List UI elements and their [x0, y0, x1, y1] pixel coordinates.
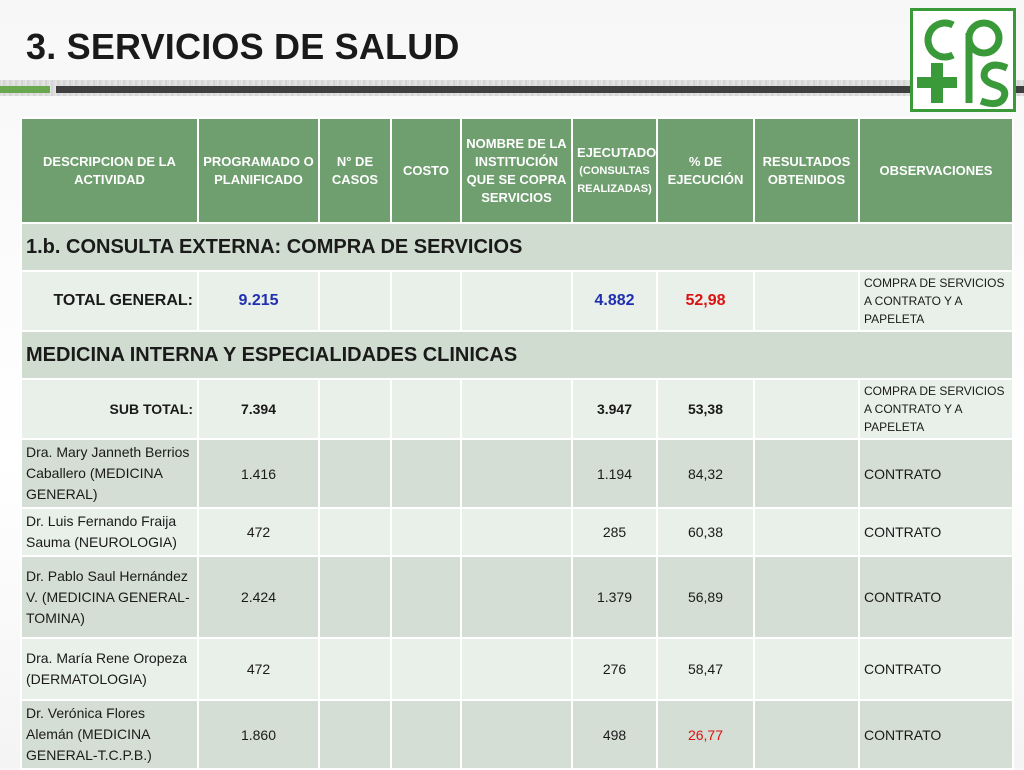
row-resultados — [754, 556, 859, 638]
subtotal-institucion — [461, 379, 572, 439]
row-ejecutado: 498 — [572, 700, 657, 769]
doctor-name: Dr. Verónica Flores Alemán (MEDICINA GENERAL-T.C.P.B.) — [21, 700, 198, 769]
row-institucion — [461, 638, 572, 700]
section-title: MEDICINA INTERNA Y ESPECIALIDADES CLINICAS — [21, 331, 1013, 379]
subtotal-ejecutado: 3.947 — [572, 379, 657, 439]
row-ejecutado: 285 — [572, 508, 657, 556]
row-ejecutado: 1.379 — [572, 556, 657, 638]
doctor-name: Dra. Mary Janneth Berrios Caballero (MEDICINA GENERAL) — [21, 439, 198, 508]
header-institucion: NOMBRE DE LA INSTITUCIÓN QUE SE COPRA SERVICIOS — [461, 118, 572, 223]
row-porcentaje: 60,38 — [657, 508, 754, 556]
row-programado: 472 — [198, 638, 319, 700]
decorative-band-green — [0, 86, 50, 93]
total-label: TOTAL GENERAL: — [21, 271, 198, 331]
table-row — [21, 508, 1013, 556]
row-programado: 1.860 — [198, 700, 319, 769]
row-programado: 1.416 — [198, 439, 319, 508]
row-casos — [319, 700, 391, 769]
row-porcentaje: 84,32 — [657, 439, 754, 508]
row-observaciones: CONTRATO — [859, 508, 1013, 556]
cps-logo — [910, 8, 1016, 112]
total-resultados — [754, 271, 859, 331]
header-ejecutado — [572, 118, 657, 223]
row-costo — [391, 556, 461, 638]
row-institucion — [461, 556, 572, 638]
subtotal-label: SUB TOTAL: — [21, 379, 198, 439]
header-programado: PROGRAMADO O PLANIFICADO — [198, 118, 319, 223]
table-row — [21, 638, 1013, 700]
row-porcentaje: 26,77 — [657, 700, 754, 769]
row-costo — [391, 700, 461, 769]
total-row — [21, 271, 1013, 331]
doctor-name: Dra. María Rene Oropeza (DERMATOLOGIA) — [21, 638, 198, 700]
row-observaciones: CONTRATO — [859, 700, 1013, 769]
row-programado: 2.424 — [198, 556, 319, 638]
row-casos — [319, 508, 391, 556]
row-resultados — [754, 638, 859, 700]
table-header-row — [21, 118, 1013, 223]
row-porcentaje: 56,89 — [657, 556, 754, 638]
row-ejecutado: 276 — [572, 638, 657, 700]
row-ejecutado: 1.194 — [572, 439, 657, 508]
decorative-band-dark — [56, 86, 1024, 93]
header-costo: COSTO — [391, 118, 461, 223]
row-casos — [319, 556, 391, 638]
header-porcentaje: % DE EJECUCIÓN — [657, 118, 754, 223]
total-casos — [319, 271, 391, 331]
row-institucion — [461, 508, 572, 556]
total-costo — [391, 271, 461, 331]
row-casos — [319, 638, 391, 700]
slide-title: 3. SERVICIOS DE SALUD — [26, 26, 460, 67]
services-table — [20, 117, 1014, 770]
section-row-consulta-externa — [21, 223, 1013, 271]
total-institucion — [461, 271, 572, 331]
header-descripcion: DESCRIPCION DE LA ACTIVIDAD — [21, 118, 198, 223]
row-resultados — [754, 700, 859, 769]
table-row — [21, 700, 1013, 769]
section-title: 1.b. CONSULTA EXTERNA: COMPRA DE SERVICIOS — [21, 223, 1013, 271]
total-porcentaje: 52,98 — [657, 271, 754, 331]
subtotal-casos — [319, 379, 391, 439]
header-ejecutado-label: EJECUTADO — [577, 144, 657, 160]
doctor-name: Dr. Luis Fernando Fraija Sauma (NEUROLOGIA) — [21, 508, 198, 556]
row-observaciones: CONTRATO — [859, 439, 1013, 508]
row-observaciones: CONTRATO — [859, 638, 1013, 700]
row-programado: 472 — [198, 508, 319, 556]
row-costo — [391, 638, 461, 700]
header-ejecutado-sub: (CONSULTAS REALIZADAS) — [577, 164, 652, 195]
row-costo — [391, 508, 461, 556]
header-resultados: RESULTADOS OBTENIDOS — [754, 118, 859, 223]
subtotal-row — [21, 379, 1013, 439]
row-resultados — [754, 508, 859, 556]
total-observaciones: COMPRA DE SERVICIOS A CONTRATO Y A PAPELETA — [859, 271, 1013, 331]
cps-logo-icon — [913, 11, 1013, 109]
subtotal-observaciones: COMPRA DE SERVICIOS A CONTRATO Y A PAPELETA — [859, 379, 1013, 439]
doctor-name: Dr. Pablo Saul Hernández V. (MEDICINA GENERAL-TOMINA) — [21, 556, 198, 638]
header-casos: N° DE CASOS — [319, 118, 391, 223]
total-ejecutado: 4.882 — [572, 271, 657, 331]
row-casos — [319, 439, 391, 508]
table-row — [21, 439, 1013, 508]
section-row-medicina-interna — [21, 331, 1013, 379]
subtotal-programado: 7.394 — [198, 379, 319, 439]
row-resultados — [754, 439, 859, 508]
row-costo — [391, 439, 461, 508]
row-institucion — [461, 700, 572, 769]
subtotal-costo — [391, 379, 461, 439]
row-observaciones: CONTRATO — [859, 556, 1013, 638]
row-porcentaje: 58,47 — [657, 638, 754, 700]
row-institucion — [461, 439, 572, 508]
table-row — [21, 556, 1013, 638]
total-programado: 9.215 — [198, 271, 319, 331]
subtotal-porcentaje: 53,38 — [657, 379, 754, 439]
subtotal-resultados — [754, 379, 859, 439]
header-observaciones: OBSERVACIONES — [859, 118, 1013, 223]
